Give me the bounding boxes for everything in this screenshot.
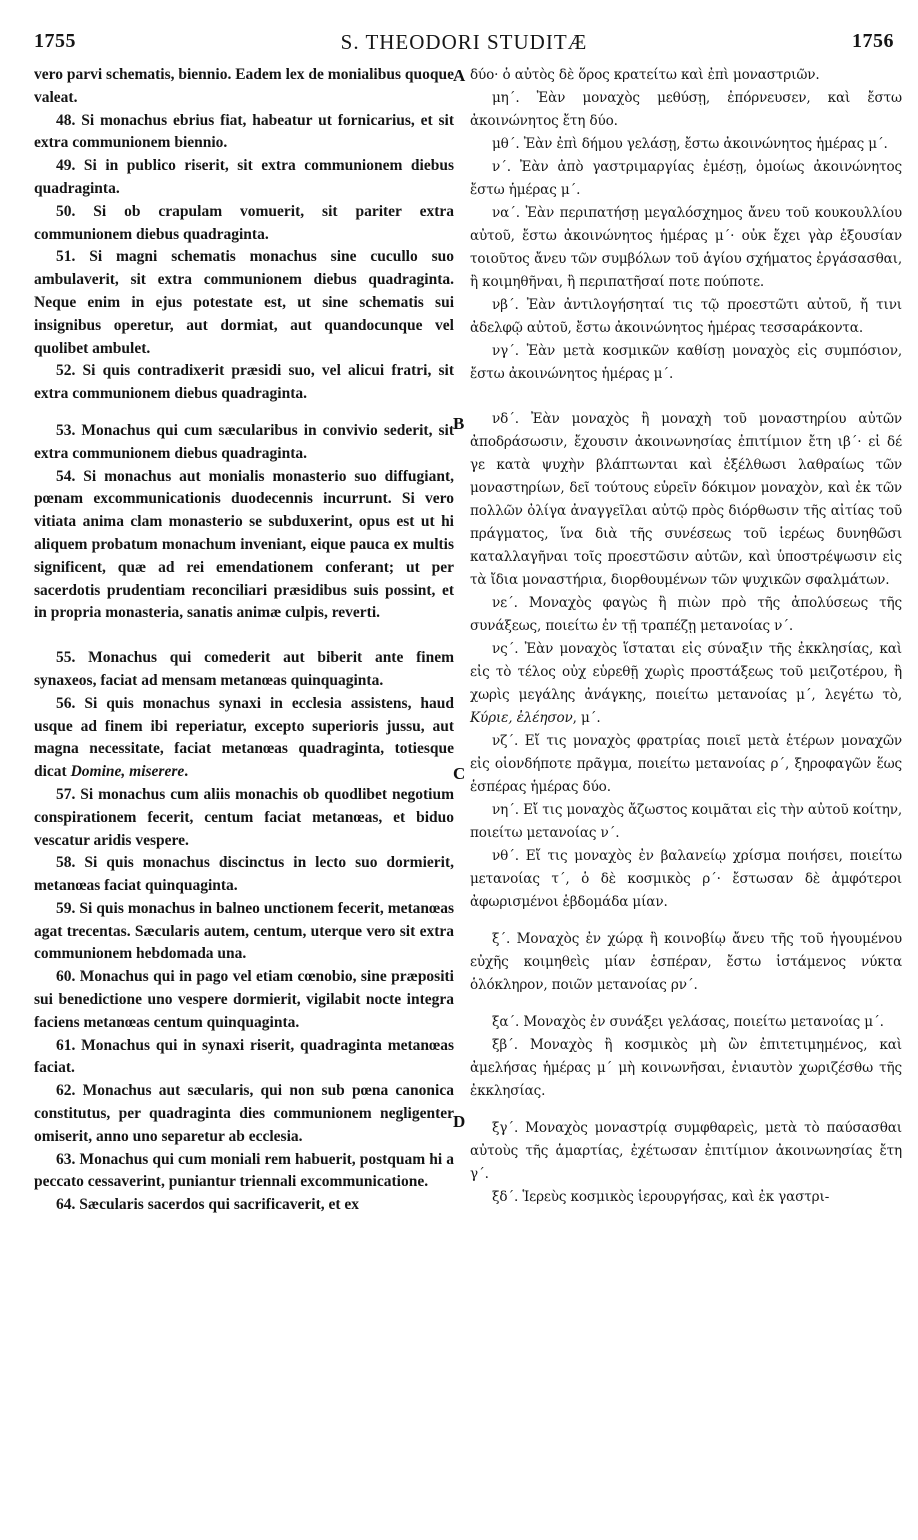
latin-column xyxy=(34,64,454,1217)
latin-canon-48: 48. Si monachus ebrius fiat, habeatur ut fornicarius, et sit extra communionem biennio. xyxy=(34,111,454,152)
latin-canon-62: 62. Monachus aut sæcularis, qui non sub pœna canonica constitutus, per quadraginta dies communionem negligenter omiserit, anno uno separetur ab ecclesia. xyxy=(34,1082,454,1145)
greek-canon-60: ξ΄. Μοναχὸς ἐν χώρᾳ ἢ κοινοβίῳ ἄνευ τῆς τοῦ ἡγουμένου εὐχῆς κοιμηθεὶς μίαν ἑσπέραν, ἔστω ἱστάμενος νύκτα ὁλόκληρον, ποιῶν μετανοίας ρν΄. xyxy=(470,931,902,993)
latin-canon-49: 49. Si in publico riserit, sit extra communionem diebus quadraginta. xyxy=(34,157,454,197)
greek-canon-64: ξδ΄. Ἱερεὺς κοσμικὸς ἱερουργήσας, καὶ ἐκ γαστρι- xyxy=(492,1189,830,1205)
latin-canon-56-prayer: Domine, miserere xyxy=(70,763,185,781)
latin-canon-53: 53. Monachus qui cum sæcularibus in convivio sederit, sit extra communionem diebus quadraginta. xyxy=(34,421,454,462)
latin-canon-64: 64. Sæcularis sacerdos qui sacrificaverit, et ex xyxy=(56,1196,360,1214)
latin-canon-56-text: 56. Si quis monachus synaxi in ecclesia assistens, haud usque ad finem ibi reperiatur, excepto superioris jussu, aut magna necessitate, faciat metanœas quadraginta, totiesque dicat xyxy=(34,694,454,781)
greek-canon-56-text: νς΄. Ἐὰν μοναχὸς ἵσταται εἰς σύναξιν τῆς ἐκκλησίας, καὶ εἰς τὸ τέλος οὐχ εὑρεθῇ χωρὶς προστάξεως τοῦ μειζοτέρου, ἢ χωρὶς μεγάλης ἀνάγκης, ποιείτω μετανοίας μ΄, λεγέτω τὸ, xyxy=(470,641,902,703)
greek-canon-50: ν΄. Ἐὰν ἀπὸ γαστριμαργίας ἐμέσῃ, ὁμοίως ἀκοινώνητος ἔστω ἡμέρας μ΄. xyxy=(470,159,902,198)
margin-marker-a: A xyxy=(453,66,466,85)
greek-canon-54: νδ΄. Ἐὰν μοναχὸς ἢ μοναχὴ τοῦ μοναστηρίου αὐτῶν ἀποδράσωσιν, ἔχουσιν ἀκοινωνησίας ἐπιτίμιον ἔτη ιβ΄· εἰ δέ γε κατὰ ψυχὴν βλάπτωνται καὶ ἐξέλθωσι λαθραίως τῶν μοναστηρίων, δεῖ τούτους εὑρεῖν δόκιμον μοναχὸν, καὶ ἐκ τῶν πολλῶν ὀλίγα ἀναγγεῖλαι αὐτῷ πρὸς διόρθωσιν τῆς αἰτίας τοῦ πράγματος, ἵνα διὰ τῆς συνέσεως τοῦ ἱερέως δυνηθῶσι καταλλαγῆναι τοῖς προεστῶσιν αὐτῶν, καὶ ὑποστρέψωσιν εἰς τὰ ἴδια μοναστήρια, διορθουμένων τῶν ψυχικῶν σφαλμάτων. xyxy=(470,411,902,588)
latin-canon-60: 60. Monachus qui in pago vel etiam cœnobio, sine præpositi sui benedictione uno vespere dormierit, vigilabit nocte integra faciens metanœas centum quinquaginta. xyxy=(34,968,454,1031)
greek-canon-48: μη΄. Ἐὰν μοναχὸς μεθύσῃ, ἐπόρνευσεν, καὶ ἔστω ἀκοινώνητος ἔτη δύο. xyxy=(470,90,902,129)
latin-canon-54: 54. Si monachus aut monialis monasterio suo diffugiant, pœnam excommunicationis duodecennis incurrunt. Si vero vitiata anima clam monasterio se subduxerint, opus est ut hi aliquem probatum monachum inveniant, eique pauca ex multis significent, quæ ad rei emendationem conferant; ut per sacerdotis prudentiam reconciliari præsidibus suis possint, et in propria monasteria, sanatis animæ culpis, reverti. xyxy=(34,467,454,622)
page-number-left: 1755 xyxy=(34,30,76,52)
page-number-right: 1756 xyxy=(852,30,894,52)
latin-canon-52: 52. Si quis contradixerit præsidi suo, vel alicui fratri, sit extra communionem diebus quadraginta. xyxy=(34,362,454,403)
greek-column xyxy=(470,64,902,1209)
latin-canon-55: 55. Monachus qui comederit aut biberit ante finem synaxeos, faciat ad mensam metanœas quinquaginta. xyxy=(34,649,454,689)
greek-canon-49: μθ΄. Ἐὰν ἐπὶ δήμου γελάσῃ, ἔστω ἀκοινώνητος ἡμέρας μ΄. xyxy=(492,136,888,152)
latin-canon-56 xyxy=(34,693,454,784)
greek-canon-58: νη΄. Εἴ τις μοναχὸς ἄζωστος κοιμᾶται εἰς τὴν αὐτοῦ κοίτην, ποιείτω μετανοίας ν΄. xyxy=(470,802,902,841)
greek-canon-61: ξα΄. Μοναχὸς ἐν συνάξει γελάσας, ποιείτω μετανοίας μ΄. xyxy=(492,1014,884,1030)
margin-marker-c: C xyxy=(453,764,466,783)
greek-canon-59: νθ΄. Εἴ τις μοναχὸς ἐν βαλανείῳ χρίσμα ποιήσει, ποιείτω μετανοίας τ΄, ὁ δὲ κοσμικὸς ρ΄· ἔστωσαν δὲ ἀμφότεροι ἀφωρισμένοι ἑβδομάδα μίαν. xyxy=(470,848,902,910)
page-header xyxy=(34,30,894,62)
latin-canon-50: 50. Si ob crapulam vomuerit, sit pariter extra communionem diebus quadraginta. xyxy=(34,202,454,243)
latin-canon-51: 51. Si magni schematis monachus sine cucullo suo ambulaverit, sit extra communionem diebus quadraginta. Neque enim in ejus potestate est, ut sine schematis sui insignibus operetur, aut dormiat, aut quandocunque vel quolibet ambulet. xyxy=(34,248,454,357)
greek-canon-56-prayer: Κύριε, ἐλέησον xyxy=(470,710,573,726)
latin-canon-58: 58. Si quis monachus discinctus in lecto suo dormierit, metanœas faciat quinquaginta. xyxy=(34,854,454,895)
margin-marker-d: D xyxy=(453,1112,466,1131)
running-title: S. THEODORI STUDITÆ xyxy=(340,30,588,54)
greek-canon-55: νε΄. Μοναχὸς φαγὼς ἢ πιὼν πρὸ τῆς ἀπολύσεως τῆς συνάξεως, ποιείτω ἐν τῇ τραπέζῃ μετανοίας ν΄. xyxy=(470,595,902,634)
greek-canon-52: νβ΄. Ἐὰν ἀντιλογήσηταί τις τῷ προεστῶτι αὐτοῦ, ἤ τινι ἀδελφῷ αὐτοῦ, ἔστω ἀκοινώνητος ἡμέρας τεσσαράκοντα. xyxy=(470,297,902,336)
latin-canon-56-end: . xyxy=(184,763,189,781)
greek-canon-51: να΄. Ἐὰν περιπατήσῃ μεγαλόσχημος ἄνευ τοῦ κουκουλλίου αὐτοῦ, ἔστω ἀκοινώνητος ἡμέρας μ΄· οὐκ ἔχει γὰρ ἐξουσίαν τοιοῦτος ἄνευ τῶν συμβόλων τοῦ ἁγίου σχήματος ἐργάσασθαι, ἢ κοιμηθῆναι, ἢ περιπατῆσαί ποτε πούποτε. xyxy=(470,205,902,290)
greek-canon-56-end: , μ΄. xyxy=(572,710,601,726)
greek-canon-62: ξβ΄. Μοναχὸς ἢ κοσμικὸς μὴ ὢν ἐπιτετιμημένος, καὶ ἀμελήσας ἡμέρας μ΄ μὴ κοινωνῆσαι, ἐνιαυτὸν χωριζέσθω τῆς ἐκκλησίας. xyxy=(470,1037,902,1099)
latin-canon-63: 63. Monachus qui cum moniali rem habuerit, postquam hi a peccato cessaverint, puniantur triennali excommunicatione. xyxy=(34,1150,454,1191)
latin-canon-59: 59. Si quis monachus in balneo unctionem fecerit, metanœas agat trecentas. Sæcularis autem, centum, uterque vero sit extra communionem hebdomada una. xyxy=(34,899,454,963)
latin-canon-57: 57. Si monachus cum aliis monachis ob quodlibet negotium conspirationem fecerit, centum faciat metanœas, et biduo vescatur aridis vespere. xyxy=(34,785,454,849)
margin-marker-b: B xyxy=(453,414,465,433)
greek-canon-63: ξγ΄. Μοναχὸς μοναστρίᾳ συμφθαρεὶς, μετὰ τὸ παύσασθαι αὐτοὺς τῆς ἁμαρτίας, ἐχέτωσαν ἐπιτίμιον ἀκοινωνησίας ἔτη γ΄. xyxy=(470,1120,902,1182)
greek-canon-57: νζ΄. Εἴ τις μοναχὸς φρατρίας ποιεῖ μετὰ ἑτέρων μοναχῶν εἰς οἱονδήποτε πρᾶγμα, ποιείτω μετανοίας ρ΄, ξηροφαγῶν ἕως ἑσπέρας ἡμέρας δύο. xyxy=(470,733,902,795)
greek-paragraph: δύο· ὁ αὐτὸς δὲ ὅρος κρατείτω καὶ ἐπὶ μοναστριῶν. xyxy=(470,67,820,83)
latin-canon-61: 61. Monachus qui in synaxi riserit, quadraginta metanœas faciat. xyxy=(34,1036,454,1077)
greek-canon-53: νγ΄. Ἐὰν μετὰ κοσμικῶν καθίσῃ μοναχὸς εἰς συμπόσιον, ἔστω ἀκοινώνητος ἡμέρας μ΄. xyxy=(470,343,902,382)
greek-canon-56 xyxy=(470,638,902,730)
latin-paragraph: vero parvi schematis, biennio. Eadem lex de monialibus quoque valeat. xyxy=(34,66,454,106)
